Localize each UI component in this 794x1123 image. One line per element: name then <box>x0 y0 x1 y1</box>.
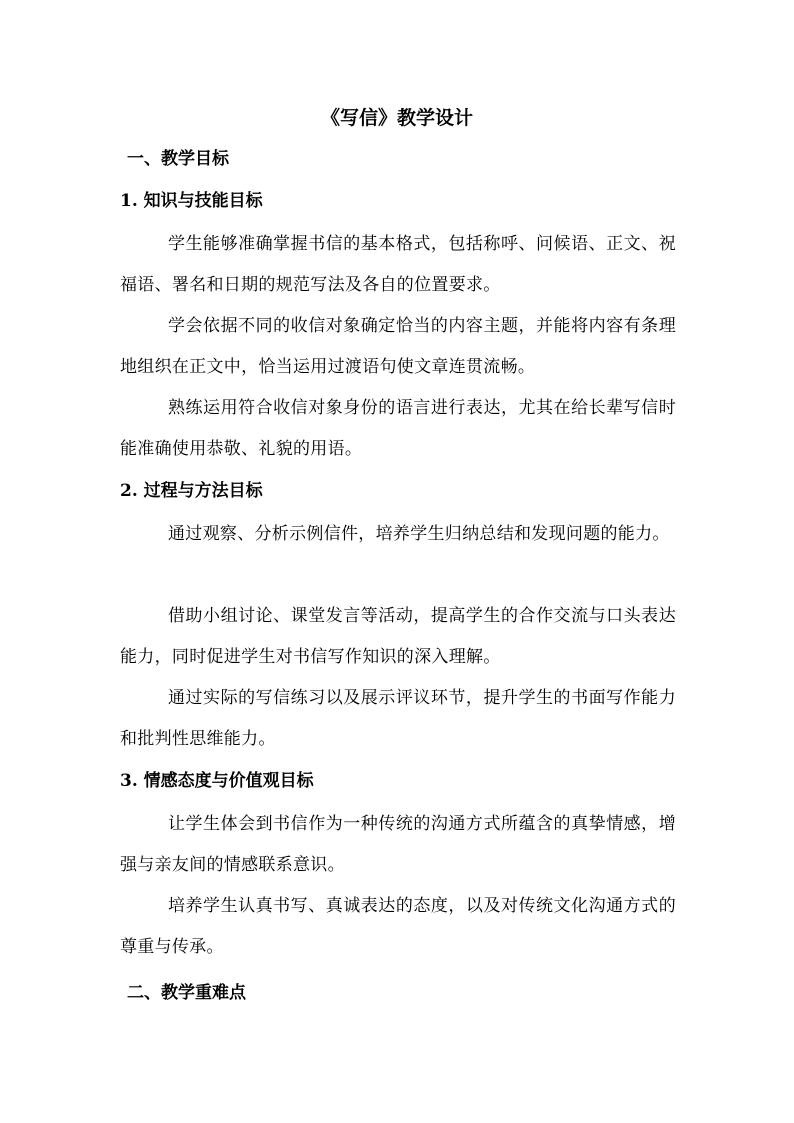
paragraph: 通过观察、分析示例信件，培养学生归纳总结和发现问题的能力。 <box>168 524 670 544</box>
subheading-knowledge-skills: 1. 知识与技能目标 <box>120 191 263 211</box>
paragraph: 让学生体会到书信作为一种传统的沟通方式所蕴含的真挚情感，增强与亲友间的情感联系意识。 <box>120 814 676 875</box>
document-title: 《写信》教学设计 <box>320 107 473 129</box>
paragraph: 培养学生认真书写、真诚表达的态度，以及对传统文化沟通方式的尊重与传承。 <box>120 896 676 957</box>
paragraph: 学会依据不同的收信对象确定恰当的内容主题，并能将内容有条理地组织在正文中，恰当运用过渡语句使文章连贯流畅。 <box>120 316 676 377</box>
paragraph: 学生能够准确掌握书信的基本格式，包括称呼、问候语、正文、祝福语、署名和日期的规范写法及各自的位置要求。 <box>120 234 676 295</box>
paragraph: 借助小组讨论、课堂发言等活动，提高学生的合作交流与口头表达能力，同时促进学生对书信写作知识的深入理解。 <box>120 606 676 667</box>
subheading-emotion-values: 3. 情感态度与价值观目标 <box>120 771 314 791</box>
paragraph: 通过实际的写信练习以及展示评议环节，提升学生的书面写作能力和批判性思维能力。 <box>120 688 676 749</box>
section-heading-teaching-objectives: 一、教学目标 <box>127 149 229 169</box>
subheading-process-methods: 2. 过程与方法目标 <box>120 481 263 501</box>
section-heading-key-difficult-points: 二、教学重难点 <box>127 983 246 1003</box>
paragraph: 熟练运用符合收信对象身份的语言进行表达，尤其在给长辈写信时能准确使用恭敬、礼貌的用语。 <box>120 398 676 459</box>
